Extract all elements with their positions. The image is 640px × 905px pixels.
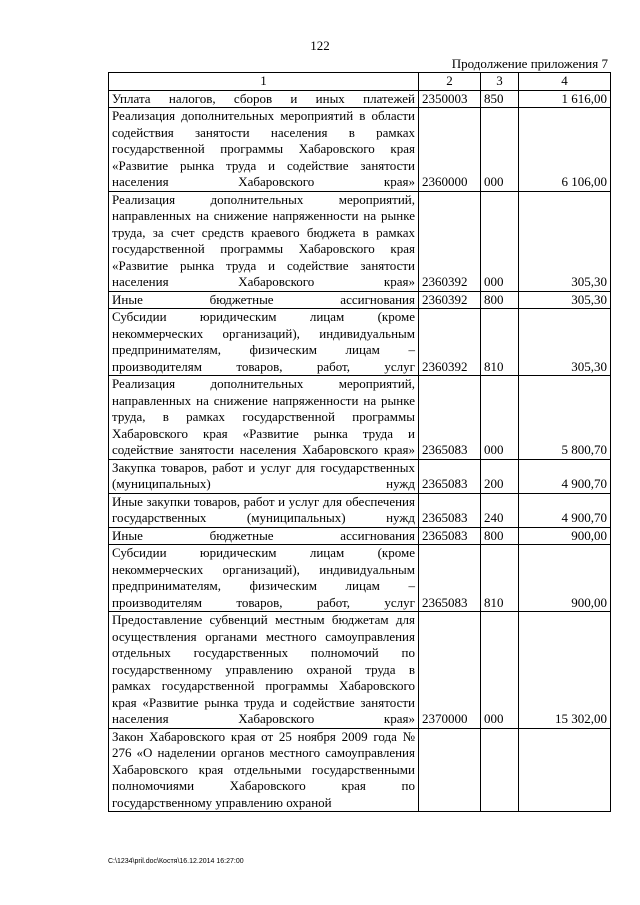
name-cell: Иные закупки товаров, работ и услуг для обеспечения государственных (муниципальных) нужд <box>109 493 419 527</box>
table-row <box>109 191 611 291</box>
table-row <box>109 291 611 309</box>
table-row <box>109 493 611 527</box>
type-cell: 240 <box>481 493 519 527</box>
code-cell: 2365083 <box>419 459 481 493</box>
sum-cell: 305,30 <box>519 191 611 291</box>
table-row <box>109 108 611 192</box>
table-row <box>109 545 611 612</box>
budget-table <box>108 72 611 812</box>
type-cell: 000 <box>481 376 519 460</box>
header-cell: 2 <box>419 73 481 91</box>
sum-cell: 6 106,00 <box>519 108 611 192</box>
table-row <box>109 459 611 493</box>
file-path-footer: C:\1234\pril.doc\Костя\16.12.2014 16:27:00 <box>108 858 244 865</box>
name-cell: Реализация дополнительных мероприятий, направленных на снижение напряженности на рынке труда, за счет средств краевого бюджета в рамках государственной программы Хабаровского края «Развитие рынка труда и содействие занятости населения Хабаровского края» <box>109 191 419 291</box>
name-cell: Закон Хабаровского края от 25 ноября 2009 года № 276 «О наделении органов местного самоуправления Хабаровского края отдельными государственными полномочиями Хабаровского края по государственному управлению охраной <box>109 728 419 812</box>
continuation-label: Продолжение приложения 7 <box>451 56 608 71</box>
code-cell: 2350003 <box>419 90 481 108</box>
type-cell: 850 <box>481 90 519 108</box>
header-cell: 1 <box>109 73 419 91</box>
sum-cell: 4 900,70 <box>519 459 611 493</box>
name-cell: Закупка товаров, работ и услуг для государственных (муниципальных) нужд <box>109 459 419 493</box>
code-cell: 2365083 <box>419 545 481 612</box>
code-cell: 2360392 <box>419 309 481 376</box>
name-cell: Иные бюджетные ассигнования <box>109 527 419 545</box>
sum-cell: 900,00 <box>519 527 611 545</box>
sum-cell: 1 616,00 <box>519 90 611 108</box>
name-cell: Субсидии юридическим лицам (кроме некоммерческих организаций), индивидуальным предпринимателям, физическим лицам – производителям товаров, работ, услуг <box>109 545 419 612</box>
type-cell: 800 <box>481 527 519 545</box>
table-row <box>109 90 611 108</box>
code-cell: 2365083 <box>419 527 481 545</box>
table-row <box>109 376 611 460</box>
type-cell: 000 <box>481 612 519 729</box>
type-cell: 200 <box>481 459 519 493</box>
sum-cell: 15 302,00 <box>519 612 611 729</box>
sum-cell: 5 800,70 <box>519 376 611 460</box>
table-row <box>109 309 611 376</box>
header-row <box>109 73 611 91</box>
name-cell: Иные бюджетные ассигнования <box>109 291 419 309</box>
code-cell: 2370000 <box>419 612 481 729</box>
sum-cell: 305,30 <box>519 291 611 309</box>
name-cell: Реализация дополнительных мероприятий в области содействия занятости населения в рамках государственной программы Хабаровского края «Развитие рынка труда и содействие занятости населения Хабаровского края» <box>109 108 419 192</box>
type-cell: 810 <box>481 309 519 376</box>
type-cell: 000 <box>481 108 519 192</box>
table-row <box>109 527 611 545</box>
sum-cell: 900,00 <box>519 545 611 612</box>
type-cell: 000 <box>481 191 519 291</box>
name-cell: Реализация дополнительных мероприятий, направленных на снижение напряженности на рынке труда, в рамках государственной программы Хабаровского края «Развитие рынка труда и содействие занятости населения Хабаровского края» <box>109 376 419 460</box>
header-cell: 4 <box>519 73 611 91</box>
type-cell <box>481 728 519 812</box>
code-cell: 2365083 <box>419 376 481 460</box>
sum-cell: 4 900,70 <box>519 493 611 527</box>
table-row <box>109 612 611 729</box>
sum-cell: 305,30 <box>519 309 611 376</box>
type-cell: 810 <box>481 545 519 612</box>
type-cell: 800 <box>481 291 519 309</box>
header-cell: 3 <box>481 73 519 91</box>
code-cell: 2360392 <box>419 291 481 309</box>
name-cell: Предоставление субвенций местным бюджетам для осуществления органами местного самоуправления отдельных государственных полномочий по государственному управлению охраной труда в рамках государственной программы Хабаровского края «Развитие рынка труда и содействие занятости населения Хабаровского края» <box>109 612 419 729</box>
code-cell: 2365083 <box>419 493 481 527</box>
name-cell: Субсидии юридическим лицам (кроме некоммерческих организаций), индивидуальным предпринимателям, физическим лицам – производителям товаров, работ, услуг <box>109 309 419 376</box>
name-cell: Уплата налогов, сборов и иных платежей <box>109 90 419 108</box>
page-number: 122 <box>310 38 330 53</box>
code-cell: 2360392 <box>419 191 481 291</box>
table-row <box>109 728 611 812</box>
code-cell: 2360000 <box>419 108 481 192</box>
sum-cell <box>519 728 611 812</box>
code-cell <box>419 728 481 812</box>
